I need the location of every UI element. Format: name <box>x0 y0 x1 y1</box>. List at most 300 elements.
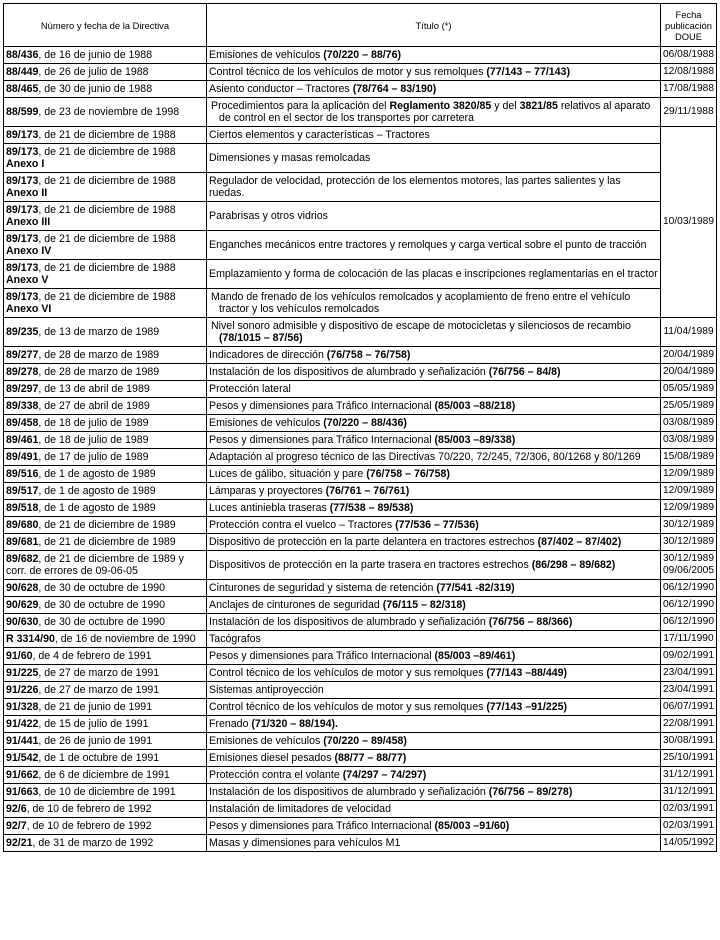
directive-cell <box>4 381 207 398</box>
directive-number: 89/297 <box>6 382 39 395</box>
title-cell <box>207 597 661 614</box>
publication-date: 30/12/1989 <box>663 518 714 530</box>
title-cell <box>207 289 661 318</box>
title-wrap <box>209 320 658 345</box>
directive-title: Pesos y dimensiones para Tráfico Internacional <box>209 399 435 412</box>
header-publication-date: Fecha publicación DOUE <box>661 4 717 47</box>
publication-date: 25/05/1989 <box>663 399 714 411</box>
directive-reference: (76/761 – 76/761) <box>325 484 410 497</box>
directive-number: 89/461 <box>6 433 39 446</box>
directive-date: , de 1 de octubre de 1991 <box>38 751 160 764</box>
table-row <box>4 500 717 517</box>
publication-date: 22/08/1991 <box>663 717 714 729</box>
directive-reference: (85/003 –88/218) <box>434 399 516 412</box>
publication-date-cell <box>661 597 717 614</box>
directive-cell <box>4 716 207 733</box>
title-cell <box>207 81 661 98</box>
title-cell <box>207 580 661 597</box>
publication-date: 20/04/1989 <box>663 348 714 360</box>
publication-date-cell <box>661 551 717 580</box>
directive-title: Adaptación al progreso técnico de las Directivas 70/220, 72/245, 72/306, 80/1268 y 80/1269 <box>209 450 641 463</box>
title-cell <box>207 665 661 682</box>
directive-number: 89/682 <box>6 552 39 565</box>
directive-cell <box>4 818 207 835</box>
publication-date: 29/11/1988 <box>661 98 717 127</box>
publication-date-cell <box>661 682 717 699</box>
directive-reference: (77/538 – 89/538) <box>329 501 414 514</box>
publication-date: 20/04/1989 <box>663 365 714 377</box>
table-row <box>4 415 717 432</box>
directive-title: Ciertos elementos y características – Tractores <box>209 128 430 141</box>
directive-cell <box>4 347 207 364</box>
directive-date: , de 21 de diciembre de 1988 <box>38 145 176 158</box>
directive-cell <box>4 631 207 648</box>
directive-date: , de 26 de junio de 1991 <box>38 734 153 747</box>
directive-cell <box>4 682 207 699</box>
table-row <box>4 289 717 318</box>
directive-number: 91/60 <box>6 649 33 662</box>
directive-title: Instalación de limitadores de velocidad <box>209 802 391 815</box>
directive-date: , de 15 de julio de 1991 <box>38 717 149 730</box>
publication-date: 30/12/1989 <box>663 535 714 547</box>
directive-number: 91/328 <box>6 700 39 713</box>
directive-number: 92/7 <box>6 819 27 832</box>
table-row <box>4 347 717 364</box>
directive-reference: (87/402 – 87/402) <box>537 535 622 548</box>
table-row <box>4 144 717 173</box>
directive-date: , de 21 de diciembre de 1988 <box>38 261 176 274</box>
directive-cell <box>4 483 207 500</box>
directive-reference: (77/143 –91/225) <box>486 700 568 713</box>
publication-date: 23/04/1991 <box>663 683 714 695</box>
directive-date: , de 4 de febrero de 1991 <box>32 649 152 662</box>
table-row <box>4 580 717 597</box>
title-cell <box>207 767 661 784</box>
directive-cell <box>4 665 207 682</box>
publication-date-cell <box>661 614 717 631</box>
title-cell <box>207 750 661 767</box>
directive-date: , de 21 de diciembre de 1988 <box>38 290 176 303</box>
directive-date: , de 27 de marzo de 1991 <box>38 683 160 696</box>
table-row <box>4 648 717 665</box>
directive-date: , de 23 de noviembre de 1998 <box>38 105 180 118</box>
directive-date: , de 1 de agosto de 1989 <box>38 484 156 497</box>
table-row <box>4 699 717 716</box>
directive-reference: (71/320 – 88/194). <box>251 717 338 730</box>
table-row <box>4 127 717 144</box>
publication-date: 06/12/1990 <box>663 581 714 593</box>
annex-label: Anexo V <box>6 274 49 286</box>
directive-date: , de 30 de octubre de 1990 <box>38 598 166 611</box>
directive-number: 89/173 <box>6 174 39 187</box>
regulation-ref-a: Reglamento 3820/85 <box>389 99 492 112</box>
directive-cell <box>4 364 207 381</box>
directive-reference: (77/143 – 77/143) <box>486 65 570 78</box>
table-row <box>4 682 717 699</box>
directive-number: 91/225 <box>6 666 39 679</box>
directive-number: 89/235 <box>6 325 39 338</box>
publication-date: 17/08/1988 <box>661 81 717 98</box>
table-row <box>4 614 717 631</box>
publication-date: 25/10/1991 <box>663 751 714 763</box>
title-cell <box>207 381 661 398</box>
directive-date: , de 30 de octubre de 1990 <box>38 615 166 628</box>
publication-date-cell <box>661 500 717 517</box>
publication-date-cell <box>661 364 717 381</box>
directive-number: 91/662 <box>6 768 39 781</box>
directive-title: Control técnico de los vehículos de motor y sus remolques <box>209 666 487 679</box>
publication-date-cell <box>661 665 717 682</box>
title-cell <box>207 483 661 500</box>
directive-number: 90/630 <box>6 615 39 628</box>
directives-table <box>3 3 717 852</box>
table-row <box>4 81 717 98</box>
directive-title: Emisiones diesel pesados <box>209 751 335 764</box>
table-row <box>4 551 717 580</box>
directive-number: 88/599 <box>6 105 39 118</box>
table-row <box>4 466 717 483</box>
table-body-rest <box>4 347 717 852</box>
publication-date: 31/12/1991 <box>663 768 714 780</box>
directive-number: 89/518 <box>6 501 39 514</box>
directive-cell <box>4 517 207 534</box>
publication-date: 03/08/1989 <box>663 416 714 428</box>
directive-date: , de 21 de diciembre de 1988 <box>38 232 176 245</box>
title-cell <box>207 144 661 173</box>
title-cell <box>207 801 661 818</box>
directive-date: , de 21 de diciembre de 1988 <box>38 174 176 187</box>
directive-title: Parabrisas y otros vidrios <box>209 209 328 222</box>
title-cell <box>207 364 661 381</box>
directive-title: Sistemas antiproyección <box>209 683 324 696</box>
directive-number: 89/491 <box>6 450 39 463</box>
table-row <box>4 432 717 449</box>
title-cell <box>207 631 661 648</box>
publication-date: 12/09/1989 <box>663 501 714 513</box>
directive-reference: (76/115 – 82/318) <box>382 598 466 611</box>
directive-number: 89/517 <box>6 484 39 497</box>
directive-cell <box>4 449 207 466</box>
table-row <box>4 202 717 231</box>
title-cell <box>207 551 661 580</box>
directive-reference: (76/756 – 84/8) <box>488 365 561 378</box>
directive-date: , de 21 de diciembre de 1989 <box>38 535 176 548</box>
directive-title: Procedimientos para la aplicación del <box>211 99 390 112</box>
directive-date: , de 27 de marzo de 1991 <box>38 666 160 679</box>
directive-number: 91/663 <box>6 785 39 798</box>
directive-title: Emisiones de vehículos <box>209 416 324 429</box>
title-cell <box>207 202 661 231</box>
directive-reference: (77/536 – 77/536) <box>395 518 479 531</box>
publication-date: 11/04/1989 <box>661 318 717 347</box>
directive-title: Lámparas y proyectores <box>209 484 326 497</box>
directive-cell <box>4 767 207 784</box>
directive-number: 90/629 <box>6 598 39 611</box>
directive-title: Emisiones de vehículos <box>209 48 324 61</box>
directive-cell <box>4 466 207 483</box>
directive-reference: (76/756 – 89/278) <box>488 785 573 798</box>
table-row <box>4 260 717 289</box>
directive-cell <box>4 173 207 202</box>
directive-date: , de 21 de diciembre de 1989 <box>38 518 176 531</box>
directive-number: 89/458 <box>6 416 39 429</box>
title-wrap <box>209 100 658 125</box>
publication-date: 30/08/1991 <box>663 734 714 746</box>
directive-number: 92/21 <box>6 836 33 849</box>
directive-number: 88/436 <box>6 48 39 61</box>
publication-date-cell <box>661 517 717 534</box>
directive-date: , de 6 de diciembre de 1991 <box>38 768 170 781</box>
publication-date: 06/12/1990 <box>663 615 714 627</box>
directive-date: , de 18 de julio de 1989 <box>38 416 149 429</box>
directive-reference: (86/298 – 89/682) <box>531 558 616 571</box>
title-cell <box>207 318 661 347</box>
directive-reference: (85/003 –89/461) <box>434 649 516 662</box>
publication-date-cell <box>661 699 717 716</box>
table-body <box>4 47 717 347</box>
directive-reference: (76/756 – 88/366) <box>488 615 573 628</box>
table-row <box>4 631 717 648</box>
directive-title: Masas y dimensiones para vehículos M1 <box>209 836 401 849</box>
directive-cell <box>4 127 207 144</box>
publication-date: 23/04/1991 <box>663 666 714 678</box>
directive-cell <box>4 534 207 551</box>
directive-title: Control técnico de los vehículos de motor y sus remolques <box>209 65 487 78</box>
directive-date: , de 18 de julio de 1989 <box>38 433 149 446</box>
table-row <box>4 597 717 614</box>
directive-cell <box>4 614 207 631</box>
directive-title: Instalación de los dispositivos de alumbrado y señalización <box>209 615 489 628</box>
publication-date-cell <box>661 750 717 767</box>
directive-date: , de 21 de diciembre de 1988 <box>38 203 176 216</box>
table-header-row <box>4 4 717 47</box>
directive-date: , de 28 de marzo de 1989 <box>38 348 160 361</box>
table-row <box>4 801 717 818</box>
title-cell <box>207 347 661 364</box>
directive-date: , de 26 de julio de 1988 <box>38 65 149 78</box>
directive-title: Nivel sonoro admisible y dispositivo de escape de motocicletas y silenciosos de recambio <box>211 319 631 332</box>
directive-reference: (77/143 –88/449) <box>486 666 568 679</box>
annex-label: Anexo I <box>6 158 45 170</box>
directive-title: Dimensiones y masas remolcadas <box>209 151 371 164</box>
directive-cell <box>4 202 207 231</box>
title-cell <box>207 466 661 483</box>
directive-date: , de 31 de marzo de 1992 <box>32 836 154 849</box>
directive-number: 89/173 <box>6 261 39 274</box>
directive-number: 88/465 <box>6 82 39 95</box>
directive-reference: (78/1015 – 87/56) <box>219 332 303 344</box>
title-cell <box>207 173 661 202</box>
table-row <box>4 835 717 852</box>
directive-cell <box>4 415 207 432</box>
publication-date-cell <box>661 449 717 466</box>
table-row <box>4 173 717 202</box>
directive-reference: (76/758 – 76/758) <box>326 348 411 361</box>
title-cell <box>207 818 661 835</box>
title-cell <box>207 260 661 289</box>
publication-date: 09/02/1991 <box>663 649 714 661</box>
publication-date: 02/03/1991 <box>663 819 714 831</box>
directive-cell <box>4 784 207 801</box>
table-row <box>4 47 717 64</box>
title-cell <box>207 699 661 716</box>
publication-date: 17/11/1990 <box>663 632 714 644</box>
directive-cell <box>4 500 207 517</box>
table-row <box>4 398 717 415</box>
table-row <box>4 818 717 835</box>
directive-reference: (85/003 –91/60) <box>434 819 510 832</box>
directive-title: Frenado <box>209 717 252 730</box>
directive-number: 89/278 <box>6 365 39 378</box>
directive-cell <box>4 98 207 127</box>
publication-date-cell <box>661 784 717 801</box>
table-row <box>4 64 717 81</box>
directive-number: 91/441 <box>6 734 39 747</box>
publication-date-cell <box>661 534 717 551</box>
directive-date: , de 30 de octubre de 1990 <box>38 581 166 594</box>
directive-date: , de 16 de noviembre de 1990 <box>54 632 196 645</box>
directive-title: Instalación de los dispositivos de alumbrado y señalización <box>209 365 489 378</box>
publication-date-cell <box>661 347 717 364</box>
publication-date: 12/08/1988 <box>661 64 717 81</box>
directive-number: 89/338 <box>6 399 39 412</box>
publication-date-cell <box>661 381 717 398</box>
table-row <box>4 716 717 733</box>
table-row <box>4 231 717 260</box>
directive-cell <box>4 699 207 716</box>
directive-title: Emplazamiento y forma de colocación de las placas e inscripciones reglamentarias en el tractor <box>209 267 658 280</box>
directive-title: Control técnico de los vehículos de motor y sus remolques <box>209 700 487 713</box>
title-cell <box>207 517 661 534</box>
directive-title: Tacógrafos <box>209 632 261 645</box>
table-row <box>4 733 717 750</box>
publication-date-cell <box>661 398 717 415</box>
title-joiner: y del <box>491 99 520 112</box>
publication-date-cell <box>661 580 717 597</box>
directive-title: Indicadores de dirección <box>209 348 327 361</box>
directive-reference: (78/764 – 83/190) <box>352 82 437 95</box>
title-cell <box>207 534 661 551</box>
directive-title: Mando de frenado de los vehículos remolcados y acoplamiento de freno entre el vehículo tractor y los vehículos remolcados <box>211 290 631 315</box>
regulation-ref-b: 3821/85 <box>519 99 558 112</box>
publication-date-cell <box>661 648 717 665</box>
publication-date: 12/09/1989 <box>663 484 714 496</box>
directive-cell <box>4 648 207 665</box>
directive-cell <box>4 231 207 260</box>
publication-date-cell <box>661 767 717 784</box>
directive-reference: (74/297 – 74/297) <box>342 768 427 781</box>
title-cell <box>207 398 661 415</box>
directive-cell <box>4 289 207 318</box>
title-cell <box>207 432 661 449</box>
directive-title: Protección lateral <box>209 382 291 395</box>
directive-number: 89/173 <box>6 290 39 303</box>
directive-date: , de 21 de diciembre de 1988 <box>38 128 176 141</box>
title-cell <box>207 98 661 127</box>
publication-date-cell <box>661 801 717 818</box>
annex-label: Anexo II <box>6 187 48 199</box>
directive-cell <box>4 580 207 597</box>
publication-date-cell <box>661 415 717 432</box>
table-row <box>4 449 717 466</box>
directive-number: 89/516 <box>6 467 39 480</box>
directive-number: 89/680 <box>6 518 39 531</box>
title-cell <box>207 231 661 260</box>
directive-reference: (76/758 – 76/758) <box>366 467 450 480</box>
annex-label: Anexo VI <box>6 303 52 315</box>
publication-date-cell <box>661 716 717 733</box>
directive-title: Luces antiniebla traseras <box>209 501 330 514</box>
directive-cell <box>4 835 207 852</box>
publication-date-correction: 09/06/2005 <box>663 565 714 576</box>
directive-date: , de 1 de agosto de 1989 <box>38 467 156 480</box>
table-row <box>4 784 717 801</box>
title-cell <box>207 415 661 432</box>
publication-date-cell <box>661 466 717 483</box>
publication-date: 15/08/1989 <box>663 450 714 462</box>
title-cell <box>207 449 661 466</box>
directive-cell <box>4 81 207 98</box>
directive-number: 89/173 <box>6 145 39 158</box>
publication-date: 05/05/1989 <box>663 382 714 394</box>
title-rest: relativos al aparato de control en el sector de los transportes por carretera <box>219 99 651 124</box>
directive-title: Dispositivos de protección en la parte trasera en tractores estrechos <box>209 558 532 571</box>
title-cell <box>207 127 661 144</box>
publication-date-cell <box>661 818 717 835</box>
directive-date: , de 13 de abril de 1989 <box>38 382 150 395</box>
directive-date: , de 1 de agosto de 1989 <box>38 501 156 514</box>
publication-date-cell <box>661 835 717 852</box>
directive-reference: (85/003 –89/338) <box>434 433 516 446</box>
table-row <box>4 98 717 127</box>
title-wrap <box>209 291 658 316</box>
directive-title: Pesos y dimensiones para Tráfico Internacional <box>209 819 435 832</box>
directive-title: Dispositivo de protección en la parte delantera en tractores estrechos <box>209 535 538 548</box>
directive-date: , de 28 de marzo de 1989 <box>38 365 160 378</box>
directive-number: 88/449 <box>6 65 39 78</box>
annex-label: Anexo IV <box>6 245 52 257</box>
directive-cell <box>4 750 207 767</box>
publication-date: 31/12/1991 <box>663 785 714 797</box>
publication-date: 03/08/1989 <box>663 433 714 445</box>
directive-cell <box>4 398 207 415</box>
title-cell <box>207 500 661 517</box>
directive-title: Regulador de velocidad, protección de los elementos motores, las partes salientes y las ruedas. <box>209 174 621 199</box>
title-cell <box>207 614 661 631</box>
header-title: Título (*) <box>207 4 661 47</box>
publication-date-cell <box>661 483 717 500</box>
directive-number: R 3314/90 <box>6 632 55 645</box>
directive-cell <box>4 801 207 818</box>
directive-title: Asiento conductor – Tractores <box>209 82 353 95</box>
directive-reference: (70/220 – 88/76) <box>323 48 401 61</box>
header-number-date: Número y fecha de la Directiva <box>4 4 207 47</box>
publication-date-cell <box>661 733 717 750</box>
publication-date: 06/12/1990 <box>663 598 714 610</box>
directive-title: Pesos y dimensiones para Tráfico Internacional <box>209 433 435 446</box>
directive-cell <box>4 260 207 289</box>
table-row <box>4 318 717 347</box>
table-row <box>4 665 717 682</box>
directive-number: 89/173 <box>6 232 39 245</box>
publication-date: 06/07/1991 <box>663 700 714 712</box>
publication-date: 06/08/1988 <box>661 47 717 64</box>
directive-date: , de 21 de junio de 1991 <box>38 700 153 713</box>
directive-date: , de 30 de junio de 1988 <box>38 82 153 95</box>
publication-date-cell <box>661 631 717 648</box>
directive-title: Pesos y dimensiones para Tráfico Internacional <box>209 649 435 662</box>
directive-cell <box>4 597 207 614</box>
